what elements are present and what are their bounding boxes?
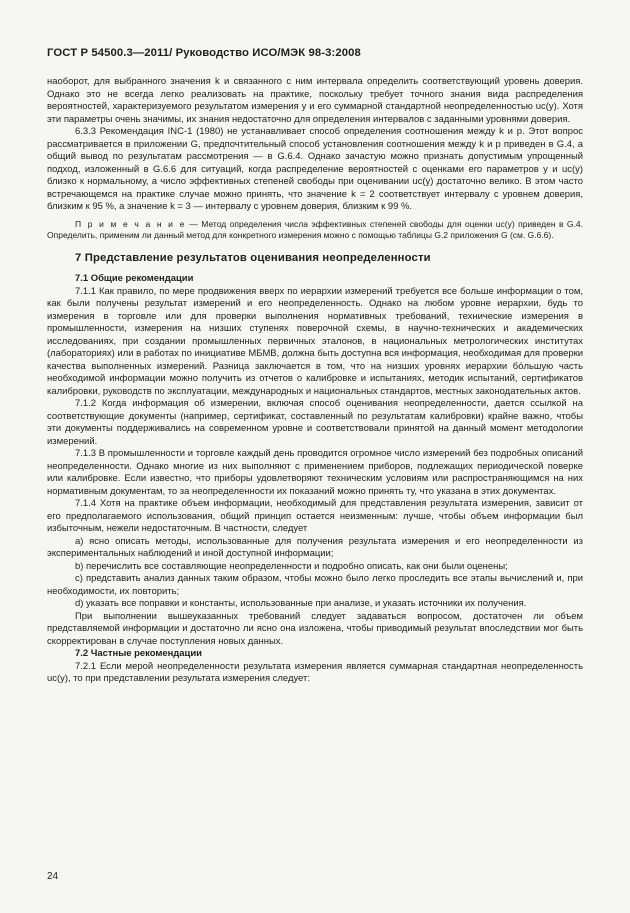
paragraph-6-3-3: 6.3.3 Рекомендация INC-1 (1980) не устанавливает способ определения соотношения между k и p. Этот вопрос рассматривается в приложении G, предпочтительный способ установления соотношения между k и p приведен в G.4, а общий вывод по результатам рассмотрения — в G.6.4. Однако зачастую можно признать допустимым упрощенный подход, изложенный в G.6.6 для ситуаций, когда распределение вероятностей с оценками его параметров y и uc(y) близко к нормальному, а число эффективных степеней свободы при оценивании uc(y) достаточно велико. В этом часто встречающемся на практике случае можно принять, что значение k = 2 соответствует интервалу с уровнем доверия, близким к 95 %, а значение k = 3 — интервалу с уровнем доверия, близким к 99 %. [47, 126, 583, 212]
paragraph-7-2-1: 7.2.1 Если мерой неопределенности результата измерения является суммарная стандартная неопределенность uc(y), то при представлении результата измерения следует: [47, 660, 583, 685]
paragraph-requirements: При выполнении вышеуказанных требований следует задаваться вопросом, достаточен ли объем представляемой информации и достаточно ли ясно она изложена, чтобы приводимый результат впоследствии мог быть скорректирован в случае поступления новых данных. [47, 610, 583, 647]
paragraph-7-1-4: 7.1.4 Хотя на практике объем информации, необходимый для представления результата измерения, зависит от его предполагаемого использования, общий принцип остается неизменным: лучше, чтобы объем информации был избыточным, нежели недостаточным. В частности, следует [47, 498, 583, 535]
section-title: 7 Представление результатов оценивания неопределенности [75, 251, 431, 264]
list-item-d: d) указать все поправки и константы, использованные при анализе, и указать источники их получения. [75, 598, 527, 610]
list-item-c: c) представить анализ данных таким образом, чтобы можно было легко проследить все этапы вычислений и, при необходимости, их повторить; [47, 573, 583, 597]
subsection-7-1-title: 7.1 Общие рекомендации [75, 273, 194, 285]
paragraph-continuation: наоборот, для выбранного значения k и связанного с ним интервала определить соответствующий уровень доверия. Однако это не всегда легко реализовать на практике, поскольку требует точного знания вида распределения вероятностей, характеризуемого результатом измерения y и его суммарной стандартной неопределенностью uc(y). Хотя эти параметры очень значимы, их знания недостаточно для определения интервалов с заданными уровнями доверия. [47, 76, 583, 125]
note [47, 219, 583, 242]
page-body [47, 76, 583, 686]
subsection-7-2-title: 7.2 Частные рекомендации [75, 648, 202, 660]
paragraph-7-1-3: 7.1.3 В промышленности и торговле каждый день проводится огромное число измерений без подробных описаний неопределенности. Однако многие из них выполняют с применением приборов, подлежащих периодической поверке или калибровке. Если известно, что приборы удовлетворяют техническим условиям или распространяющимся на них нормативным документам, то за неопределенности их показаний можно принять ту, что указана в этих документах. [47, 448, 583, 497]
list-item-b: b) перечислить все составляющие неопределенности и подробно описать, как они были оценены; [75, 560, 508, 572]
note-text: — Метод определения числа эффективных степеней свободы для оценки uc(y) приведен в G.4. Определить, применим ли данный метод для конкретного измерения можно с помощью таблицы G.2 приложения G (см. G.6.6). [47, 218, 583, 241]
paragraph-7-1-2: 7.1.2 Когда информация об измерении, включая способ оценивания неопределенности, дается ссылкой на соответствующие документы (например, сертификат, составленный по результатам калибровки) крайне важно, чтобы эти документы поддерживались на современном уровне и соответствовали принятой на данный момент методологии измерений. [47, 398, 583, 447]
paragraph-7-1-1: 7.1.1 Как правило, по мере продвижения вверх по иерархии измерений требуется все больше информации о том, как были получены результат измерений и его неопределенность. Однако на любом уровне иерархии, будь то измерения в торговле или для проверки выполнения нормативных требований, технические измерения в промышленности, измерения на низших ступенях поверочной схемы, в научно-технических и академических исследованиях, при создании промышленных первичных эталонов, в национальных метрологических институтах (лабораториях) или в работах по инициативе МБМВ, должна быть доступна вся информация, необходимая для проверки качества выполненных измерений. Разница заключается в том, что на низших уровнях иерархии бо́льшую часть необходимой информации можно получить из отчетов о калибровке и испытаниях, методик испытаний, сертификатов калибровки, руководств по эксплуатации, международных и национальных стандартов, местных законодательных актов. [47, 285, 583, 397]
note-label: П р и м е ч а н и е [75, 218, 186, 229]
page-header: ГОСТ Р 54500.3—2011/ Руководство ИСО/МЭК 98-3:2008 [47, 47, 361, 59]
page-number: 24 [47, 871, 59, 882]
list-item-a: а) ясно описать методы, использованные для получения результата измерения и его неопределенности из экспериментальных наблюдений и иной доступной информации; [47, 535, 583, 560]
